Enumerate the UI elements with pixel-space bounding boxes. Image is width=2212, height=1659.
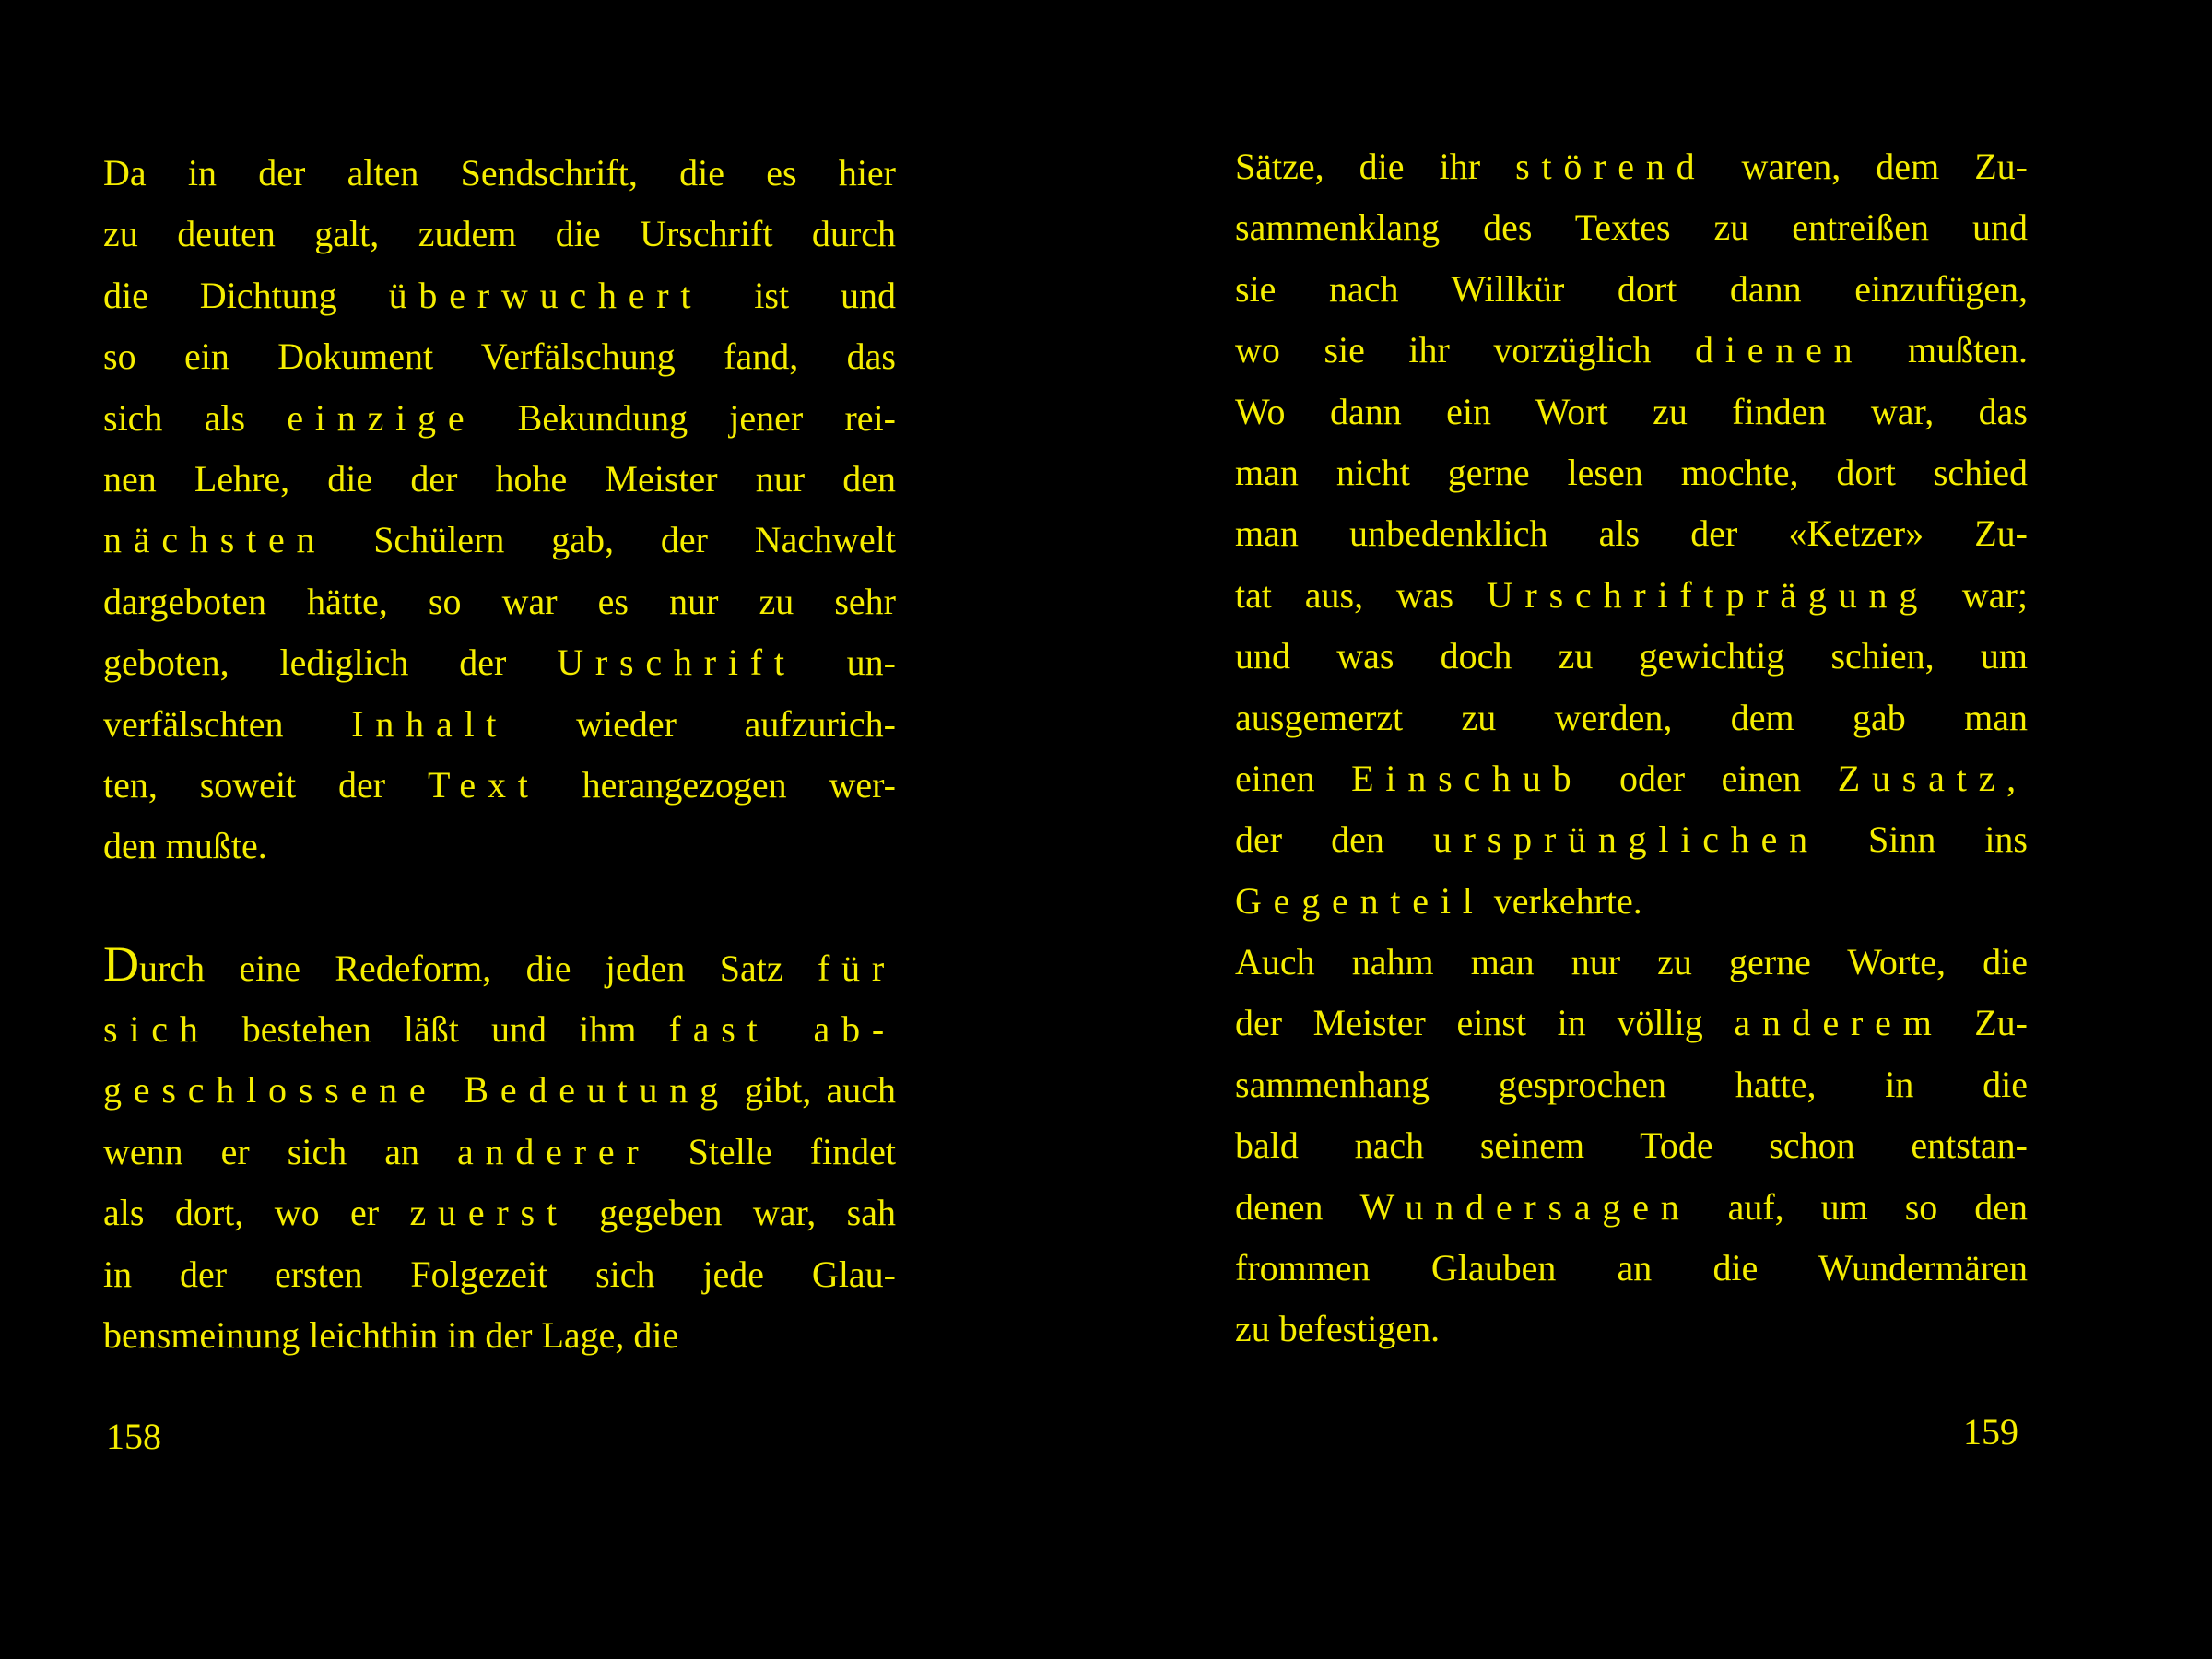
text-line	[1235, 503, 2028, 564]
text-segment: den mußte.	[103, 825, 267, 867]
spaced-emphasis: zuerst	[409, 1192, 569, 1234]
text-segment: dargeboten hätte, so war es nur zu sehr	[103, 580, 896, 622]
spaced-emphasis: störend	[1515, 146, 1707, 187]
text-segment: sammenklang des Textes zu entreißen und	[1235, 206, 2028, 249]
text-segment: tat aus, was	[1235, 573, 1487, 616]
text-line	[103, 388, 896, 449]
text-segment: bestehen läßt und ihm	[209, 1008, 669, 1051]
text-segment: Sinn ins	[1818, 818, 2028, 861]
spaced-emphasis: Einschub	[1351, 757, 1583, 799]
text-line	[1235, 442, 2028, 503]
spaced-emphasis: geschlossene Bedeutung	[103, 1069, 730, 1112]
text-line	[1235, 320, 2028, 381]
text-segment: sich als	[103, 396, 288, 439]
text-segment: frommen Glauben an die Wundermären	[1235, 1247, 2028, 1289]
text-line	[1235, 382, 2028, 442]
spaced-emphasis: Text	[427, 763, 540, 806]
text-segment: wo sie ihr vorzüglich	[1235, 329, 1696, 371]
text-segment: ten, soweit der	[103, 763, 428, 806]
text-segment: Da in der alten Sendschrift, die es hier	[103, 152, 896, 194]
spaced-emphasis: einzige	[287, 396, 477, 439]
text-segment: ist und	[702, 274, 897, 316]
spaced-emphasis: Inhalt	[351, 702, 509, 745]
right-page-text	[1235, 136, 2028, 1360]
text-segment: man unbedenklich als der «Ketzer» Zu-	[1235, 512, 2028, 555]
initial-capital: D	[103, 935, 139, 992]
text-segment: nen Lehre, die der hohe Meister nur den	[103, 457, 896, 500]
text-segment: Auch nahm man nur zu gerne Worte, die	[1235, 941, 2028, 983]
text-segment: gibt, auch	[729, 1069, 896, 1112]
spaced-emphasis: dienen	[1695, 329, 1865, 371]
text-line	[1235, 626, 2028, 687]
text-segment: waren, dem Zu-	[1706, 146, 2028, 187]
text-line	[1235, 809, 2028, 870]
text-line	[1235, 1238, 2028, 1299]
text-segment: ausgemerzt zu werden, dem gab man	[1235, 696, 2028, 738]
text-segment: Bekundung jener rei-	[476, 396, 896, 439]
spaced-emphasis: Zusatz,	[1837, 757, 2028, 799]
spaced-emphasis: sich	[103, 1008, 210, 1051]
text-segment: Wo dann ein Wort zu finden war, das	[1235, 390, 2028, 432]
text-line	[103, 265, 896, 326]
left-page-number: 158	[106, 1416, 161, 1457]
text-segment: und was doch zu gewichtig schien, um	[1235, 635, 2028, 677]
text-line	[1235, 993, 2028, 1053]
text-line	[103, 1182, 896, 1243]
text-segment: denen	[1235, 1185, 1360, 1228]
text-line	[103, 1305, 896, 1366]
spaced-emphasis: für	[817, 947, 896, 989]
left-page-text	[103, 143, 896, 1366]
text-line	[103, 1122, 896, 1182]
spaced-emphasis: ursprünglichen	[1432, 818, 1819, 861]
text-segment: so ein Dokument Verfälschung fand, das	[103, 335, 896, 378]
text-line	[103, 694, 896, 755]
spaced-emphasis: anderem	[1734, 1002, 1944, 1044]
spaced-emphasis: überwuchert	[388, 274, 703, 316]
text-line	[1235, 1054, 2028, 1115]
spaced-emphasis: Wundersagen	[1359, 1185, 1691, 1228]
text-line	[1235, 136, 2028, 197]
text-line	[103, 755, 896, 816]
text-segment: oder einen	[1583, 757, 1838, 799]
text-segment: wenn er sich an	[103, 1130, 458, 1172]
text-line	[1235, 1115, 2028, 1176]
text-line	[1235, 1177, 2028, 1238]
spaced-emphasis: Urschrift	[557, 641, 796, 684]
text-segment: bensmeinung leichthin in der Lage, die	[103, 1314, 679, 1357]
spaced-emphasis: anderer	[457, 1130, 651, 1172]
text-line	[1235, 259, 2028, 320]
text-line	[103, 1060, 896, 1121]
text-line	[1235, 197, 2028, 258]
text-line	[1235, 748, 2028, 809]
text-segment: herangezogen wer-	[539, 763, 897, 806]
spaced-emphasis: nächsten	[103, 519, 327, 561]
text-segment: geboten, lediglich der	[103, 641, 558, 684]
text-segment: man nicht gerne lesen mochte, dort schied	[1235, 451, 2028, 493]
text-segment: zu befestigen.	[1235, 1308, 1441, 1350]
text-segment: gegeben war, sah	[568, 1192, 896, 1234]
text-segment: wieder aufzurich-	[508, 702, 897, 745]
text-line	[103, 204, 896, 265]
text-line	[103, 143, 896, 204]
text-segment: als dort, wo er	[103, 1192, 410, 1234]
spaced-emphasis: Gegenteil	[1235, 879, 1485, 922]
text-segment: sie nach Willkür dort dann einzufügen,	[1235, 267, 2028, 310]
text-line	[103, 632, 896, 693]
paragraph-gap	[103, 877, 896, 938]
text-segment: Zu-	[1943, 1002, 2028, 1044]
text-line	[1235, 932, 2028, 993]
text-segment: auf, um so den	[1690, 1185, 2028, 1228]
text-line	[103, 935, 896, 999]
text-segment: war;	[1929, 573, 2028, 616]
text-segment: verfälschten	[103, 702, 352, 745]
text-line	[103, 1244, 896, 1305]
text-segment: in der ersten Folgezeit sich jede Glau-	[103, 1253, 896, 1295]
text-line	[1235, 871, 2028, 932]
text-segment: mußten.	[1864, 329, 2029, 371]
text-segment: der Meister einst in völlig	[1235, 1002, 1735, 1044]
text-line	[103, 510, 896, 571]
text-line	[1235, 1299, 2028, 1359]
right-page-number: 159	[1963, 1411, 2018, 1453]
text-segment: urch eine Redeform, die jeden Satz	[139, 947, 818, 989]
spaced-emphasis: Urschriftprägung	[1486, 573, 1930, 616]
text-line	[103, 816, 896, 877]
text-segment: verkehrte.	[1484, 879, 1642, 922]
text-segment: bald nach seinem Tode schon entstan-	[1235, 1124, 2028, 1167]
text-line	[103, 449, 896, 510]
text-segment: der den	[1235, 818, 1433, 861]
text-segment: die Dichtung	[103, 274, 389, 316]
text-segment: Schülern gab, der Nachwelt	[326, 519, 896, 561]
spaced-emphasis: fast ab-	[668, 1008, 896, 1051]
text-line	[103, 326, 896, 387]
text-segment: un-	[795, 641, 896, 684]
right-page	[1106, 0, 2212, 1659]
text-line	[1235, 565, 2028, 626]
text-line	[103, 571, 896, 632]
text-segment: Sätze, die ihr	[1235, 146, 1516, 187]
text-line	[1235, 688, 2028, 748]
text-segment: einen	[1235, 757, 1352, 799]
text-line	[103, 999, 896, 1060]
text-segment: Stelle findet	[650, 1130, 896, 1172]
text-segment: sammenhang gesprochen hatte, in die	[1235, 1063, 2028, 1105]
text-segment: zu deuten galt, zudem die Urschrift durch	[103, 213, 896, 255]
